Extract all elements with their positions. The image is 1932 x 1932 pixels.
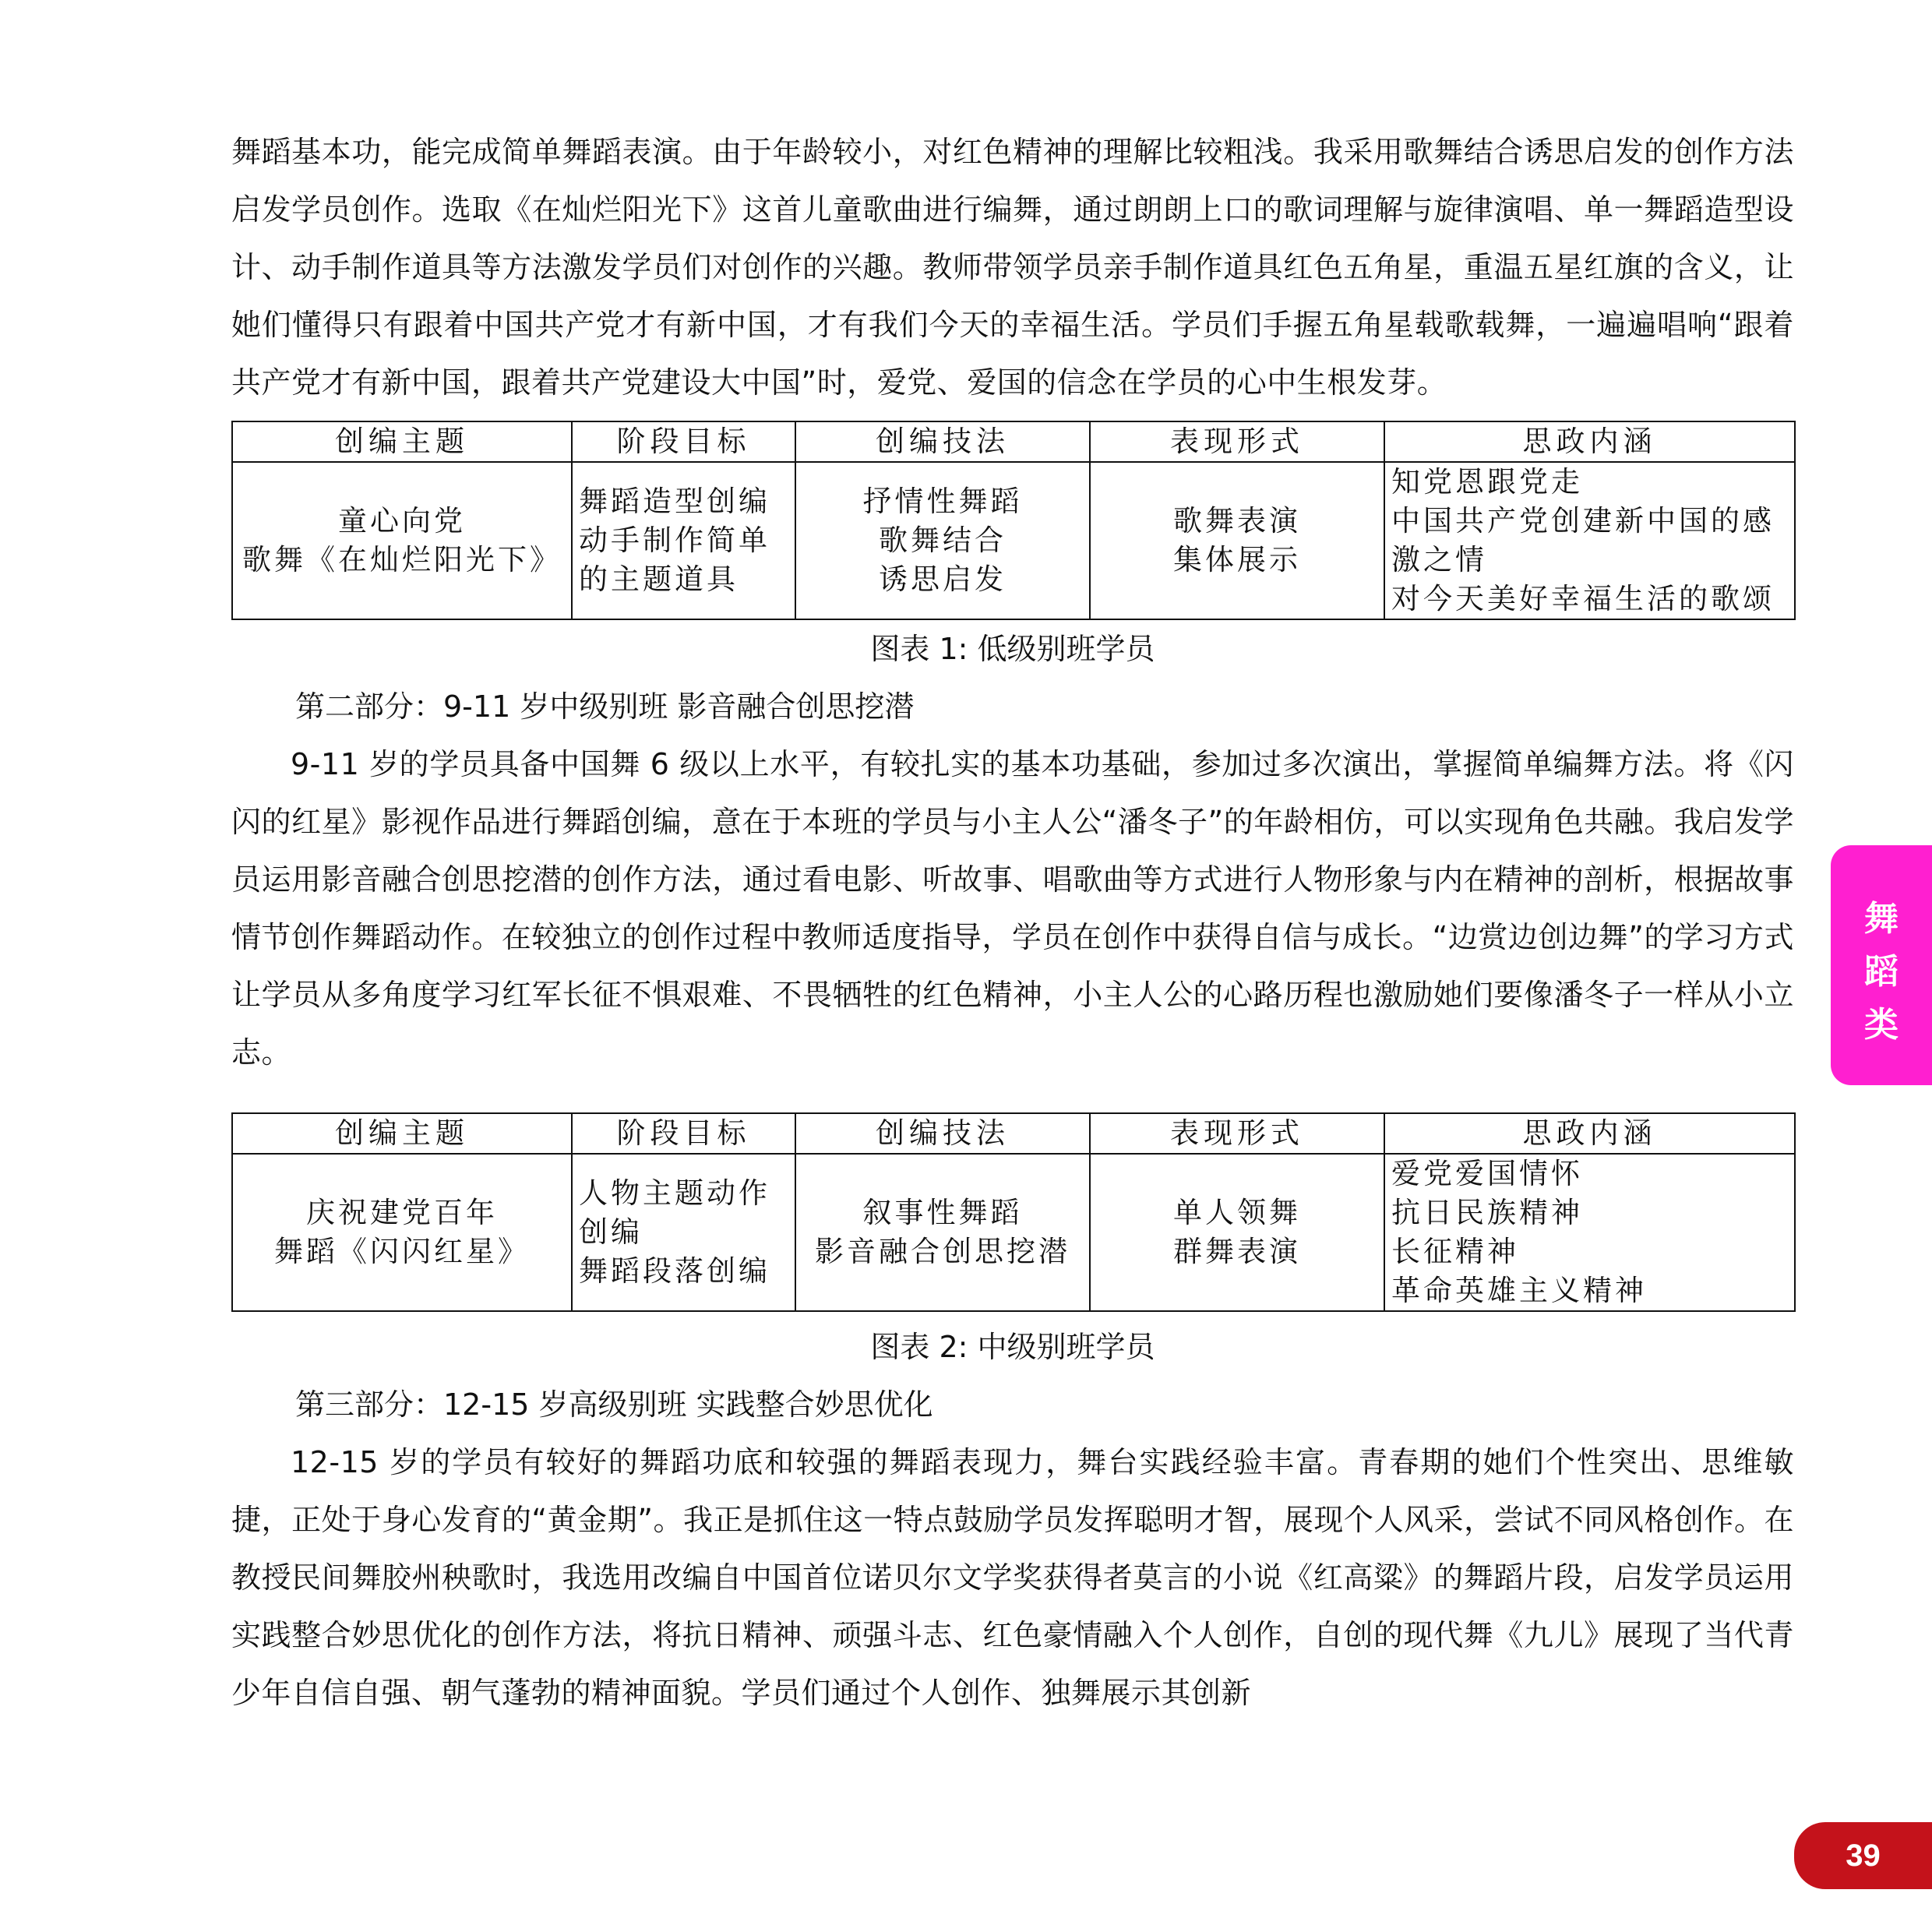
cell-ideology — [1384, 462, 1795, 619]
cell-line: 抒情性舞蹈 — [862, 485, 1023, 518]
section-heading-2: 第二部分：9-11 岁中级别班 影音融合创思挖潜 — [295, 689, 915, 724]
cell-ideology — [1384, 1154, 1795, 1311]
side-tab-char: 蹈 — [1864, 952, 1899, 992]
header-technique: 创编技法 — [795, 421, 1090, 462]
cell-line: 庆祝建党百年 — [306, 1196, 498, 1229]
paragraph-3: 12-15 岁的学员有较好的舞蹈功底和较强的舞蹈表现力，舞台实践经验丰富。青春期的她们个性突出、思维敏捷，正处于身心发育的“黄金期”。我正是抓住这一特点鼓励学员发挥聪明才智，展现个人风采，尝试不同风格创作。在教授民间舞胶州秧歌时，我选用改编自中国首位诺贝尔文学奖获得者莫言的小说《红高粱》的舞蹈片段，启发学员运用实践整合妙思优化的创作方法，将抗日精神、顽强斗志、红色豪情融入个人创作，自创的现代舞《九儿》展现了当代青少年自信自强、朝气蓬勃的精神面貌。学员们通过个人创作、独舞展示其创新 — [231, 1445, 1794, 1710]
cell-line: 抗日民族精神 — [1391, 1196, 1583, 1229]
cell-theme — [232, 462, 572, 619]
cell-line: 对今天美好幸福生活的歌颂 — [1391, 582, 1775, 615]
table-caption-1: 图表 1: 低级别班学员 — [870, 632, 1155, 666]
cell-goal — [572, 462, 795, 619]
cell-line: 影音融合创思挖潜 — [815, 1235, 1070, 1268]
cell-line: 歌舞结合 — [879, 524, 1007, 557]
table-low-level — [231, 421, 1796, 620]
cell-line: 革命英雄主义精神 — [1391, 1274, 1647, 1307]
cell-technique — [795, 462, 1090, 619]
page-number-badge — [1794, 1822, 1932, 1889]
cell-theme — [232, 1154, 572, 1311]
cell-line: 爱党爱国情怀 — [1391, 1157, 1583, 1190]
paragraph-2: 9-11 岁的学员具备中国舞 6 级以上水平，有较扎实的基本功基础，参加过多次演出，掌握简单编舞方法。将《闪闪的红星》影视作品进行舞蹈创编，意在于本班的学员与小主人公“潘冬子”的年龄相仿，可以实现角色共融。我启发学员运用影音融合创思挖潜的创作方法，通过看电影、听故事、唱歌曲等方式进行人物形象与内在精神的剖析，根据故事情节创作舞蹈动作。在较独立的创作过程中教师适度指导，学员在创作中获得自信与成长。“边赏边创边舞”的学习方式让学员从多角度学习红军长征不惧艰难、不畏牺牲的红色精神，小主人公的心路历程也激励她们要像潘冬子一样从小立志。 — [231, 747, 1794, 1070]
cell-form — [1090, 462, 1384, 619]
header-ideology: 思政内涵 — [1384, 1113, 1795, 1154]
cell-form — [1090, 1154, 1384, 1311]
table-row — [232, 1154, 1795, 1311]
section-heading-3: 第三部分：12-15 岁高级别班 实践整合妙思优化 — [295, 1387, 933, 1422]
header-technique: 创编技法 — [795, 1113, 1090, 1154]
cell-line: 童心向党 — [338, 504, 466, 538]
table-row — [232, 462, 1795, 619]
header-goal: 阶段目标 — [572, 421, 795, 462]
cell-technique — [795, 1154, 1090, 1311]
header-form: 表现形式 — [1090, 421, 1384, 462]
table-header-row — [232, 421, 1795, 462]
page-number: 39 — [1846, 1839, 1881, 1873]
cell-line: 叙事性舞蹈 — [862, 1196, 1023, 1229]
header-theme: 创编主题 — [232, 421, 572, 462]
cell-line: 知党恩跟党走 — [1391, 465, 1583, 499]
table-mid-level — [231, 1112, 1796, 1312]
table-header-row — [232, 1113, 1795, 1154]
side-tab-char: 类 — [1864, 1005, 1899, 1045]
table-caption-2: 图表 2: 中级别班学员 — [870, 1330, 1155, 1364]
cell-text: 舞蹈造型创编动手制作简单的主题道具 — [579, 485, 770, 596]
cell-line: 长征精神 — [1391, 1235, 1519, 1268]
cell-line: 单人领舞 — [1173, 1196, 1301, 1229]
header-goal: 阶段目标 — [572, 1113, 795, 1154]
cell-goal — [572, 1154, 795, 1311]
cell-line: 人物主题动作创编 — [579, 1176, 770, 1249]
header-ideology: 思政内涵 — [1384, 421, 1795, 462]
cell-line: 诱思启发 — [879, 562, 1007, 596]
cell-line: 舞蹈《闪闪红星》 — [274, 1235, 530, 1268]
cell-line: 中国共产党创建新中国的感 — [1391, 504, 1775, 538]
category-side-tab — [1831, 845, 1932, 1085]
page-content — [231, 123, 1794, 1722]
cell-line: 集体展示 — [1173, 543, 1301, 576]
cell-line: 歌舞表演 — [1173, 504, 1301, 538]
cell-line: 舞蹈段落创编 — [579, 1254, 770, 1288]
cell-line: 激之情 — [1391, 543, 1487, 576]
cell-line: 歌舞《在灿烂阳光下》 — [242, 543, 562, 576]
header-form: 表现形式 — [1090, 1113, 1384, 1154]
cell-line: 群舞表演 — [1173, 1235, 1301, 1268]
paragraph-1: 舞蹈基本功，能完成简单舞蹈表演。由于年龄较小，对红色精神的理解比较粗浅。我采用歌舞结合诱思启发的创作方法启发学员创作。选取《在灿烂阳光下》这首儿童歌曲进行编舞，通过朗朗上口的歌词理解与旋律演唱、单一舞蹈造型设计、动手制作道具等方法激发学员们对创作的兴趣。教师带领学员亲手制作道具红色五角星，重温五星红旗的含义，让她们懂得只有跟着中国共产党才有新中国，才有我们今天的幸福生活。学员们手握五角星载歌载舞，一遍遍唱响“跟着共产党才有新中国，跟着共产党建设大中国”时，爱党、爱国的信念在学员的心中生根发芽。 — [231, 135, 1794, 400]
header-theme: 创编主题 — [232, 1113, 572, 1154]
side-tab-char: 舞 — [1864, 899, 1899, 939]
